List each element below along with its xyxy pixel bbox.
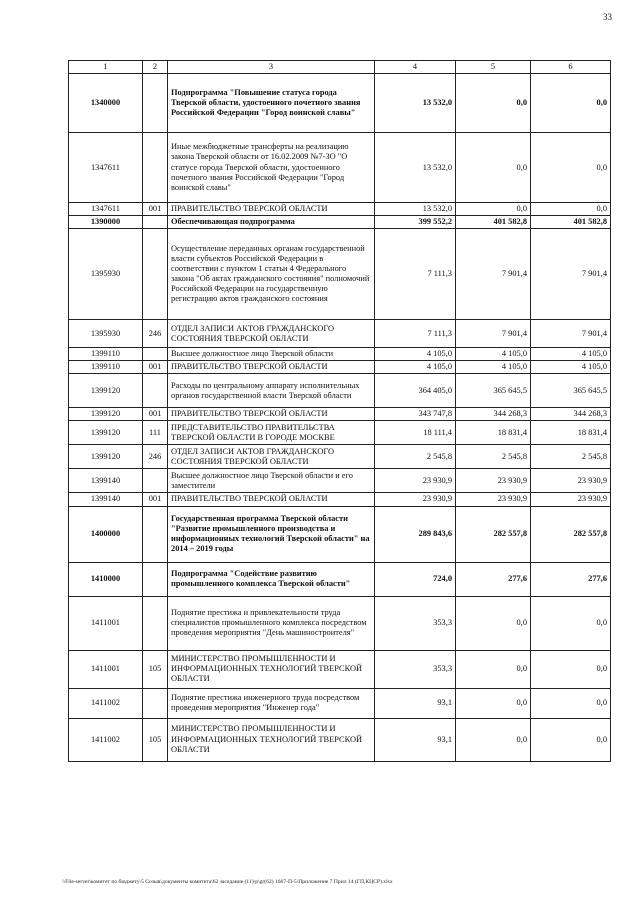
row-kvr: 001: [143, 203, 168, 216]
row-code: 1347611: [69, 133, 143, 203]
row-kvr: [143, 562, 168, 596]
row-value-col5: 7 901,4: [456, 320, 531, 348]
table-row: [69, 229, 611, 320]
row-kvr: [143, 596, 168, 650]
row-value-col4: 7 111,3: [375, 320, 456, 348]
row-kvr: [143, 229, 168, 320]
header-col-4: 4: [375, 61, 456, 74]
row-value-col6: 0,0: [531, 718, 611, 761]
table-row: [69, 650, 611, 688]
row-name: Поднятие престижа инженерного труда посредством проведения мероприятия "Инженер года": [168, 688, 375, 718]
row-value-col6: 277,6: [531, 562, 611, 596]
row-value-col4: 23 930,9: [375, 469, 456, 493]
table-row: [69, 688, 611, 718]
row-value-col4: 724,0: [375, 562, 456, 596]
row-value-col6: 0,0: [531, 133, 611, 203]
row-code: 1399110: [69, 348, 143, 361]
row-code: 1395930: [69, 320, 143, 348]
row-value-col6: 0,0: [531, 596, 611, 650]
row-name: ПРАВИТЕЛЬСТВО ТВЕРСКОЙ ОБЛАСТИ: [168, 203, 375, 216]
table-row: [69, 203, 611, 216]
row-value-col4: 13 532,0: [375, 133, 456, 203]
row-value-col4: 2 545,8: [375, 445, 456, 469]
row-value-col5: 277,6: [456, 562, 531, 596]
page-number: 33: [603, 12, 612, 22]
header-col-1: 1: [69, 61, 143, 74]
row-kvr: [143, 216, 168, 229]
row-value-col6: 4 105,0: [531, 361, 611, 374]
row-value-col6: 4 105,0: [531, 348, 611, 361]
row-value-col5: 344 268,3: [456, 408, 531, 421]
row-value-col6: 2 545,8: [531, 445, 611, 469]
row-value-col6: 0,0: [531, 203, 611, 216]
row-value-col6: 23 930,9: [531, 493, 611, 506]
row-kvr: 001: [143, 408, 168, 421]
row-name: ПРАВИТЕЛЬСТВО ТВЕРСКОЙ ОБЛАСТИ: [168, 493, 375, 506]
row-kvr: 246: [143, 445, 168, 469]
row-code: 1390000: [69, 216, 143, 229]
row-value-col5: 401 582,8: [456, 216, 531, 229]
header-col-2: 2: [143, 61, 168, 74]
row-value-col6: 282 557,8: [531, 506, 611, 562]
row-value-col5: 0,0: [456, 133, 531, 203]
row-value-col6: 344 268,3: [531, 408, 611, 421]
row-code: 1347611: [69, 203, 143, 216]
row-name: ПРЕДСТАВИТЕЛЬСТВО ПРАВИТЕЛЬСТВА ТВЕРСКОЙ ОБЛАСТИ В ГОРОДЕ МОСКВЕ: [168, 421, 375, 445]
table-row: [69, 361, 611, 374]
row-value-col4: 18 111,4: [375, 421, 456, 445]
row-value-col5: 0,0: [456, 650, 531, 688]
row-name: Поднятие престижа и привлекательности труда специалистов промышленного комплекса посредством проведения мероприятия "День машиностроителя": [168, 596, 375, 650]
row-kvr: [143, 374, 168, 408]
row-name: Высшее должностное лицо Тверской области и его заместители: [168, 469, 375, 493]
row-value-col4: 93,1: [375, 688, 456, 718]
row-kvr: [143, 133, 168, 203]
row-value-col4: 399 552,2: [375, 216, 456, 229]
row-code: 1411001: [69, 596, 143, 650]
table-row: [69, 348, 611, 361]
row-name: Расходы по центральному аппарату исполнительных органов государственной власти Тверской области: [168, 374, 375, 408]
row-name: ОТДЕЛ ЗАПИСИ АКТОВ ГРАЖДАНСКОГО СОСТОЯНИЯ ТВЕРСКОЙ ОБЛАСТИ: [168, 445, 375, 469]
row-value-col5: 23 930,9: [456, 493, 531, 506]
table-row: [69, 408, 611, 421]
row-code: 1399120: [69, 374, 143, 408]
row-value-col4: 13 532,0: [375, 74, 456, 133]
row-code: 1400000: [69, 506, 143, 562]
row-kvr: [143, 74, 168, 133]
table-row: [69, 562, 611, 596]
row-name: Государственная программа Тверской области "Развитие промышленного производства и информационных технологий Тверской области" на 2014 – 2019 годы: [168, 506, 375, 562]
row-value-col5: 18 831,4: [456, 421, 531, 445]
row-name: Осуществление переданных органам государственной власти субъектов Российской Федерации в соответствии с пунктом 1 статьи 4 Федерального закона "Об актах гражданского состояния" полномочий Российской Федерации на государственную регистрацию актов гражданского состояния: [168, 229, 375, 320]
file-path-footer: \\File-server\комитет по бюджету\5 Созыв\документы комитета\62 заседание (11)\p\gr(62) 1667-П-5\Приложение 7 Прил 14 (ГП,КЦСР).xlsx: [62, 879, 393, 885]
row-code: 1399120: [69, 421, 143, 445]
row-name: Подпрограмма "Повышение статуса города Тверской области, удостоенного почетного звания Российской Федерации "Город воинской славы": [168, 74, 375, 133]
row-value-col4: 93,1: [375, 718, 456, 761]
row-value-col4: 23 930,9: [375, 493, 456, 506]
row-value-col5: 0,0: [456, 718, 531, 761]
row-code: 1411002: [69, 718, 143, 761]
row-value-col6: 0,0: [531, 650, 611, 688]
row-code: 1411001: [69, 650, 143, 688]
row-value-col5: 0,0: [456, 74, 531, 133]
row-value-col6: 23 930,9: [531, 469, 611, 493]
row-code: 1340000: [69, 74, 143, 133]
row-value-col4: 353,3: [375, 596, 456, 650]
row-name: ОТДЕЛ ЗАПИСИ АКТОВ ГРАЖДАНСКОГО СОСТОЯНИЯ ТВЕРСКОЙ ОБЛАСТИ: [168, 320, 375, 348]
row-value-col5: 0,0: [456, 596, 531, 650]
row-kvr: 105: [143, 718, 168, 761]
row-name: ПРАВИТЕЛЬСТВО ТВЕРСКОЙ ОБЛАСТИ: [168, 408, 375, 421]
header-col-5: 5: [456, 61, 531, 74]
table-row: [69, 445, 611, 469]
row-value-col5: 282 557,8: [456, 506, 531, 562]
row-value-col4: 7 111,3: [375, 229, 456, 320]
row-name: Высшее должностное лицо Тверской области: [168, 348, 375, 361]
table-row: [69, 493, 611, 506]
row-kvr: 111: [143, 421, 168, 445]
row-value-col4: 353,3: [375, 650, 456, 688]
row-value-col4: 4 105,0: [375, 361, 456, 374]
row-value-col6: 365 645,5: [531, 374, 611, 408]
row-kvr: 105: [143, 650, 168, 688]
row-kvr: [143, 688, 168, 718]
row-value-col5: 0,0: [456, 688, 531, 718]
table-row: [69, 216, 611, 229]
budget-table: [68, 60, 611, 762]
table-row: [69, 718, 611, 761]
row-name: Обеспечивающая подпрограмма: [168, 216, 375, 229]
row-code: 1399120: [69, 445, 143, 469]
row-value-col5: 23 930,9: [456, 469, 531, 493]
row-value-col6: 7 901,4: [531, 320, 611, 348]
row-code: 1399110: [69, 361, 143, 374]
row-value-col4: 4 105,0: [375, 348, 456, 361]
row-name: Иные межбюджетные трансферты на реализацию закона Тверской области от 16.02.2009 №7-ЗО "О статусе города Тверской области, удостоенного почетного звания Российской Федерации "Город воинской славы": [168, 133, 375, 203]
table-row: [69, 421, 611, 445]
row-kvr: [143, 469, 168, 493]
row-code: 1410000: [69, 562, 143, 596]
row-kvr: 001: [143, 361, 168, 374]
table-row: [69, 320, 611, 348]
row-code: 1399140: [69, 469, 143, 493]
row-value-col4: 13 532,0: [375, 203, 456, 216]
table-row: [69, 506, 611, 562]
row-value-col6: 0,0: [531, 74, 611, 133]
row-value-col5: 2 545,8: [456, 445, 531, 469]
row-code: 1399140: [69, 493, 143, 506]
row-name: МИНИСТЕРСТВО ПРОМЫШЛЕННОСТИ И ИНФОРМАЦИОННЫХ ТЕХНОЛОГИЙ ТВЕРСКОЙ ОБЛАСТИ: [168, 650, 375, 688]
row-value-col4: 364 405,0: [375, 374, 456, 408]
row-value-col6: 401 582,8: [531, 216, 611, 229]
header-col-6: 6: [531, 61, 611, 74]
header-col-3: 3: [168, 61, 375, 74]
table-row: [69, 374, 611, 408]
table-row: [69, 74, 611, 133]
row-value-col6: 18 831,4: [531, 421, 611, 445]
row-value-col5: 7 901,4: [456, 229, 531, 320]
row-value-col6: 0,0: [531, 688, 611, 718]
row-code: 1411002: [69, 688, 143, 718]
table-header-row: [69, 61, 611, 74]
row-name: Подпрограмма "Содействие развитию промышленного комплекса Тверской области": [168, 562, 375, 596]
row-code: 1395930: [69, 229, 143, 320]
row-kvr: 001: [143, 493, 168, 506]
row-value-col5: 365 645,5: [456, 374, 531, 408]
row-name: ПРАВИТЕЛЬСТВО ТВЕРСКОЙ ОБЛАСТИ: [168, 361, 375, 374]
row-kvr: [143, 348, 168, 361]
row-kvr: [143, 506, 168, 562]
row-value-col4: 289 843,6: [375, 506, 456, 562]
row-value-col5: 4 105,0: [456, 361, 531, 374]
row-value-col4: 343 747,8: [375, 408, 456, 421]
row-value-col6: 7 901,4: [531, 229, 611, 320]
row-value-col5: 4 105,0: [456, 348, 531, 361]
table-row: [69, 596, 611, 650]
table-row: [69, 469, 611, 493]
row-kvr: 246: [143, 320, 168, 348]
table-row: [69, 133, 611, 203]
row-code: 1399120: [69, 408, 143, 421]
row-value-col5: 0,0: [456, 203, 531, 216]
row-name: МИНИСТЕРСТВО ПРОМЫШЛЕННОСТИ И ИНФОРМАЦИОННЫХ ТЕХНОЛОГИЙ ТВЕРСКОЙ ОБЛАСТИ: [168, 718, 375, 761]
